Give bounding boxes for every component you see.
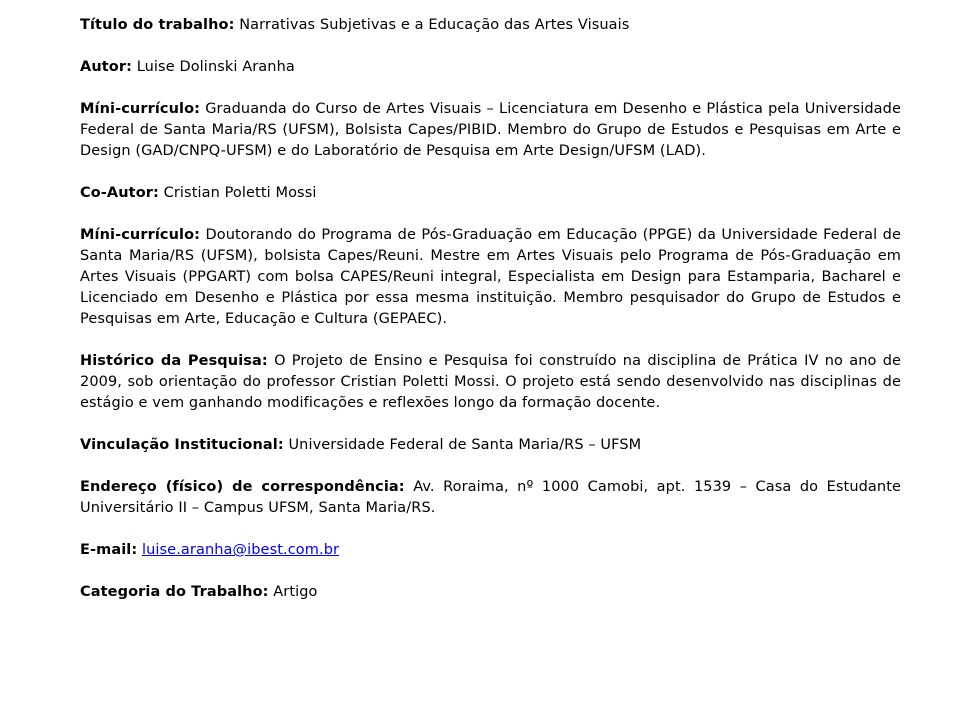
- field-work-category: [80, 582, 901, 603]
- field-value: O Projeto de Ensino e Pesquisa foi construído na disciplina de Prática IV no ano de 2009, sob orientação do professor Cristian Poletti Mossi. O projeto está sendo desenvolvido nas disciplinas de estágio e vem ganhando modificações e reflexões longo da formação docente.: [80, 353, 902, 411]
- field-value: Cristian Poletti Mossi: [163, 185, 317, 201]
- field-label: Míni-currículo:: [80, 227, 201, 243]
- field-mini-curriculo-author: [80, 99, 901, 162]
- field-title: [80, 15, 901, 36]
- field-label: E-mail:: [80, 542, 138, 558]
- field-label: Co-Autor:: [80, 185, 159, 201]
- field-coauthor: [80, 183, 901, 204]
- field-label: Vinculação Institucional:: [80, 437, 284, 453]
- field-author: [80, 57, 901, 78]
- field-label: Título do trabalho:: [80, 17, 235, 33]
- field-value: Av. Roraima, nº 1000 Camobi, apt. 1539 – Casa do Estudante Universitário II – Campus UFSM, Santa Maria/RS.: [80, 479, 902, 516]
- field-label: Endereço (físico) de correspondência:: [80, 479, 405, 495]
- email-link[interactable]: luise.aranha@ibest.com.br: [141, 542, 340, 558]
- field-mailing-address: [80, 477, 901, 519]
- field-research-history: [80, 351, 901, 414]
- field-mini-curriculo-coauthor: [80, 225, 901, 330]
- field-label: Autor:: [80, 59, 132, 75]
- field-value: Narrativas Subjetivas e a Educação das Artes Visuais: [239, 17, 630, 33]
- field-value: Graduanda do Curso de Artes Visuais – Licenciatura em Desenho e Plástica pela Universidade Federal de Santa Maria/RS (UFSM), Bolsista Capes/PIBID. Membro do Grupo de Estudos e Pesquisas em Arte e Design (GAD/CNPQ-UFSM) e do Laboratório de Pesquisa em Arte Design/UFSM (LAD).: [80, 101, 901, 159]
- field-institutional-affiliation: [80, 435, 901, 456]
- field-value: Universidade Federal de Santa Maria/RS – UFSM: [288, 437, 642, 453]
- field-label: Categoria do Trabalho:: [80, 584, 269, 600]
- field-value: Doutorando do Programa de Pós-Graduação em Educação (PPGE) da Universidade Federal de Santa Maria/RS (UFSM), bolsista Capes/Reuni. Mestre em Artes Visuais pelo Programa de Pós-Graduação em Artes Visuais (PPGART) com bolsa CAPES/Reuni integral, Especialista em Design para Estamparia, Bacharel e Licenciado em Desenho e Plástica por essa mesma instituição. Membro pesquisador do Grupo de Estudos e Pesquisas em Arte, Educação e Cultura (GEPAEC).: [80, 227, 902, 327]
- field-value: Luise Dolinski Aranha: [136, 59, 295, 75]
- field-label: Míni-currículo:: [80, 101, 201, 117]
- field-email: [80, 540, 901, 561]
- field-value: Artigo: [273, 584, 318, 600]
- field-label: Histórico da Pesquisa:: [80, 353, 268, 369]
